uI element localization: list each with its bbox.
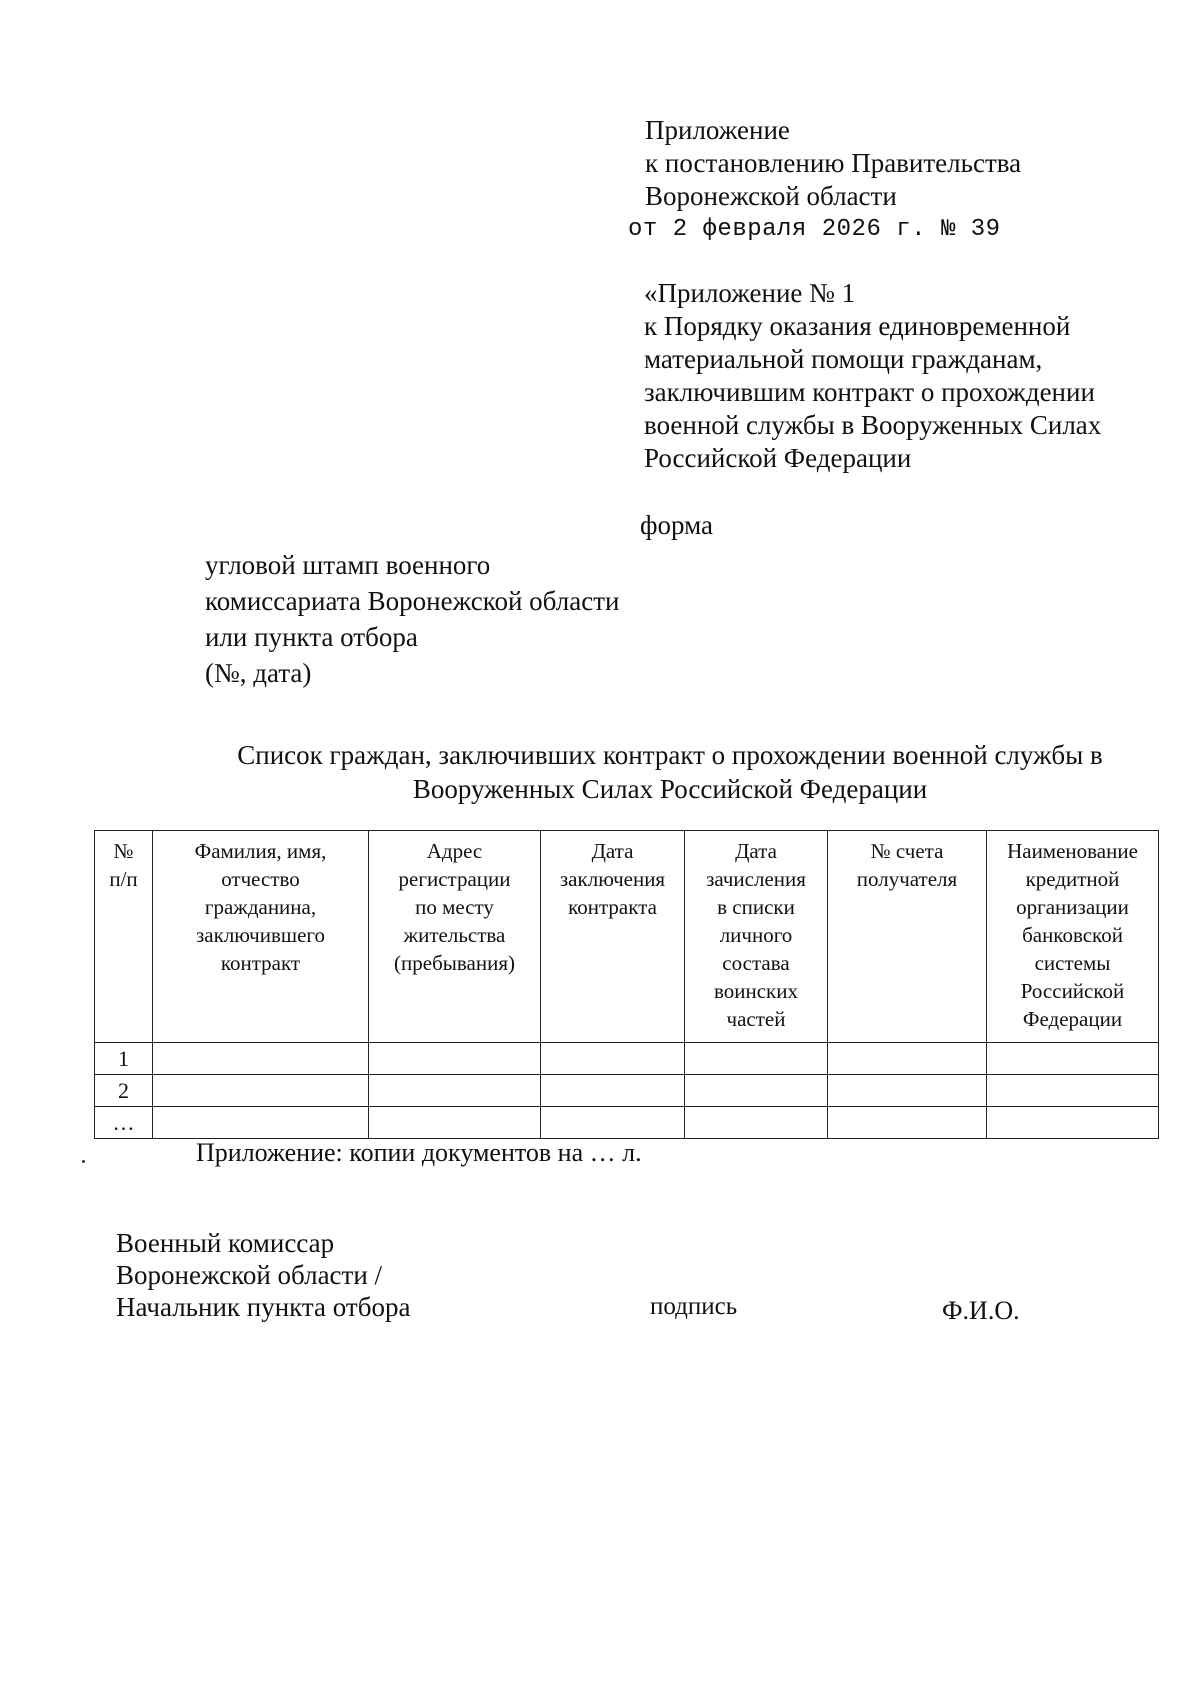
header-text: регистрации	[398, 867, 511, 891]
header-text: кредитной	[1025, 867, 1120, 891]
citizens-list-table	[94, 830, 1159, 1139]
header-text: жительства	[403, 923, 506, 947]
signatory-line: Начальник пункта отбора	[116, 1292, 411, 1322]
quoted-appendix-line: Российской Федерации	[644, 443, 912, 473]
quoted-appendix	[644, 277, 1101, 475]
table-cell	[828, 1107, 987, 1139]
row-number-cell: 1	[95, 1043, 153, 1075]
appendix-header	[645, 114, 1021, 213]
stamp-line: угловой штамп военного	[205, 550, 491, 580]
appendix-line: к постановлению Правительства	[645, 148, 1022, 178]
table-cell	[153, 1075, 369, 1107]
table-row	[95, 1075, 1159, 1107]
signatory-line: Воронежской области /	[116, 1260, 383, 1290]
table-cell	[685, 1043, 828, 1075]
header-text: Федерации	[1022, 1007, 1123, 1031]
header-text: Дата	[735, 839, 777, 863]
stamp-line: (№, дата)	[205, 658, 312, 688]
quoted-appendix-line: военной службы в Вооруженных Силах	[644, 410, 1102, 440]
table-cell	[541, 1043, 685, 1075]
header-text: личного	[719, 923, 793, 947]
header-text: Адрес	[426, 839, 483, 863]
header-text: Дата	[591, 839, 634, 863]
table-cell	[685, 1075, 828, 1107]
header-cell-full-name	[153, 831, 369, 1043]
header-text: заключившего	[196, 923, 325, 947]
header-cell-contract-date	[541, 831, 685, 1043]
table-row	[95, 1107, 1159, 1139]
header-text: контракт	[220, 951, 301, 975]
header-text: Российской	[1020, 979, 1125, 1003]
header-text: воинских	[713, 979, 798, 1003]
table-cell	[828, 1075, 987, 1107]
table-cell	[828, 1043, 987, 1075]
header-text: банковской	[1022, 923, 1123, 947]
appendix-line: Приложение	[645, 115, 790, 145]
header-text: частей	[726, 1007, 786, 1031]
attachment-note: Приложение: копии документов на … л.	[196, 1138, 642, 1167]
signatory-line: Военный комиссар	[116, 1228, 335, 1258]
header-text: заключения	[559, 867, 666, 891]
header-text: гражданина,	[204, 895, 317, 919]
header-text: контракта	[568, 895, 657, 919]
stamp-line: комиссариата Воронежской области	[205, 586, 620, 616]
title-line: Вооруженных Силах Российской Федерации	[412, 774, 928, 804]
table-cell	[987, 1043, 1159, 1075]
header-cell-bank-name	[987, 831, 1159, 1043]
header-text: зачисления	[706, 867, 806, 891]
appendix-date: от 2 февраля 2026 г. № 39	[628, 216, 1001, 243]
table-cell	[987, 1107, 1159, 1139]
header-text: п/п	[109, 867, 138, 891]
header-text: (пребывания)	[394, 951, 515, 975]
document-title	[200, 738, 1140, 806]
header-text: в списки	[717, 895, 795, 919]
header-text: системы	[1034, 951, 1111, 975]
quoted-appendix-line: «Приложение № 1	[644, 278, 856, 308]
header-text: получателя	[856, 867, 958, 891]
table-row	[95, 1043, 1159, 1075]
table-cell	[541, 1107, 685, 1139]
table-cell	[369, 1107, 541, 1139]
header-text: по месту	[415, 895, 494, 919]
quoted-appendix-line: к Порядку оказания единовременной	[644, 311, 1071, 341]
table-cell	[153, 1107, 369, 1139]
header-text: № счета	[870, 839, 944, 863]
signatory-block	[116, 1227, 410, 1323]
header-cell-enlistment-date	[685, 831, 828, 1043]
table-cell	[369, 1043, 541, 1075]
table-cell	[369, 1075, 541, 1107]
header-text: организации	[1016, 895, 1129, 919]
form-label: форма	[640, 510, 713, 540]
title-line: Список граждан, заключивших контракт о прохождении военной службы в	[237, 740, 1103, 770]
header-cell-number	[95, 831, 153, 1043]
scan-dot	[82, 1160, 85, 1163]
header-text: Фамилия, имя,	[194, 839, 327, 863]
quoted-appendix-line: заключившим контракт о прохождении	[644, 377, 1095, 407]
table-cell	[153, 1043, 369, 1075]
row-number-cell: 2	[95, 1075, 153, 1107]
appendix-line: Воронежской области	[645, 181, 897, 211]
corner-stamp-note	[205, 547, 619, 691]
header-text: отчество	[221, 867, 300, 891]
table-cell	[685, 1107, 828, 1139]
stamp-line: или пункта отбора	[205, 622, 418, 652]
header-cell-account-number	[828, 831, 987, 1043]
signature-label: подпись	[650, 1293, 738, 1320]
table-header-row	[95, 831, 1159, 1043]
full-name-label: Ф.И.О.	[942, 1296, 1020, 1325]
row-number-cell: …	[95, 1107, 153, 1139]
header-cell-address	[369, 831, 541, 1043]
header-text: Наименование	[1007, 839, 1138, 863]
quoted-appendix-line: материальной помощи гражданам,	[644, 344, 1043, 374]
header-text: состава	[722, 951, 790, 975]
table-cell	[541, 1075, 685, 1107]
header-text: №	[113, 839, 134, 863]
table-cell	[987, 1075, 1159, 1107]
